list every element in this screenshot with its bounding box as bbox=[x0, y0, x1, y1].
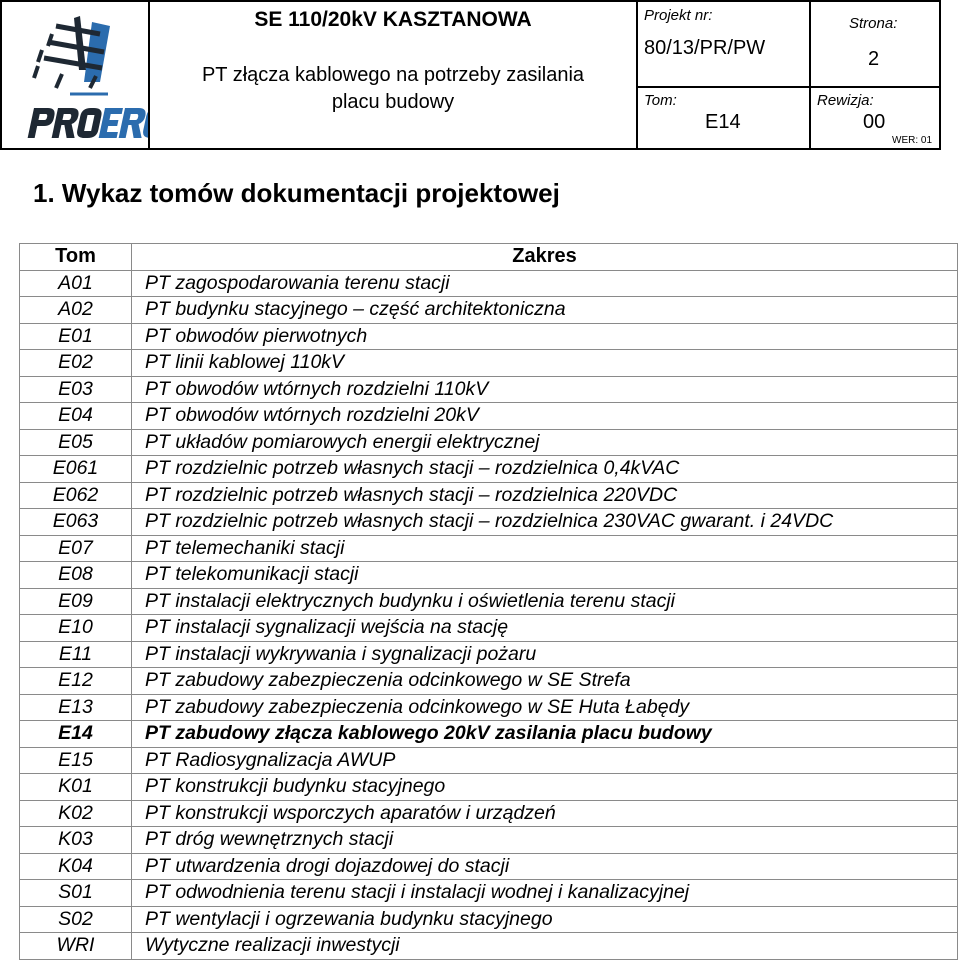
table-row bbox=[20, 403, 958, 430]
volume-scope-cell: PT instalacji sygnalizacji wejścia na stację bbox=[132, 615, 958, 642]
volume-scope-cell: PT instalacji wykrywania i sygnalizacji pożaru bbox=[132, 641, 958, 668]
document-title-line: PT złącza kablowego na potrzeby zasilania bbox=[201, 64, 585, 86]
table-row bbox=[20, 535, 958, 562]
volume-number: E14 bbox=[705, 111, 741, 133]
volume-scope-cell: PT konstrukcji wsporczych aparatów i urządzeń bbox=[132, 800, 958, 827]
volume-label: Tom: bbox=[644, 92, 677, 109]
page-label: Strona: bbox=[849, 15, 898, 32]
volume-scope-cell: PT obwodów wtórnych rozdzielni 110kV bbox=[132, 376, 958, 403]
volume-scope-cell: PT obwodów pierwotnych bbox=[132, 323, 958, 350]
volume-scope-cell: PT wentylacji i ogrzewania budynku stacyjnego bbox=[132, 906, 958, 933]
volume-code-cell: E03 bbox=[20, 376, 132, 403]
table-row bbox=[20, 880, 958, 907]
project-number-label: Projekt nr: bbox=[644, 7, 713, 24]
page-number: 2 bbox=[868, 48, 880, 70]
document-title bbox=[152, 62, 634, 116]
table-row bbox=[20, 641, 958, 668]
object-title: SE 110/20kV KASZTANOWA bbox=[254, 8, 532, 31]
volumes-table bbox=[19, 243, 958, 960]
project-number: 80/13/PR/PW bbox=[644, 37, 766, 59]
volume-code-cell: K04 bbox=[20, 853, 132, 880]
header-divider bbox=[636, 86, 939, 88]
volume-code-cell: E063 bbox=[20, 509, 132, 536]
table-row bbox=[20, 827, 958, 854]
volume-code-cell: E04 bbox=[20, 403, 132, 430]
table-row bbox=[20, 933, 958, 960]
table-row bbox=[20, 297, 958, 324]
volume-scope-cell: PT instalacji elektrycznych budynku i oświetlenia terenu stacji bbox=[132, 588, 958, 615]
volume-code-cell: S02 bbox=[20, 906, 132, 933]
volume-scope-cell: PT obwodów wtórnych rozdzielni 20kV bbox=[132, 403, 958, 430]
volume-code-cell: K03 bbox=[20, 827, 132, 854]
volume-code-cell: E09 bbox=[20, 588, 132, 615]
revision-label: Rewizja: bbox=[817, 92, 874, 109]
table-row bbox=[20, 376, 958, 403]
volume-code-cell: A02 bbox=[20, 297, 132, 324]
volume-code-cell: S01 bbox=[20, 880, 132, 907]
table-row bbox=[20, 615, 958, 642]
document-header bbox=[0, 0, 941, 150]
volume-scope-cell: PT Radiosygnalizacja AWUP bbox=[132, 747, 958, 774]
table-row bbox=[20, 509, 958, 536]
volume-scope-cell: PT telekomunikacji stacji bbox=[132, 562, 958, 589]
volume-code-cell: E061 bbox=[20, 456, 132, 483]
volume-scope-cell: PT linii kablowej 110kV bbox=[132, 350, 958, 377]
volume-scope-cell: PT konstrukcji budynku stacyjnego bbox=[132, 774, 958, 801]
table-row bbox=[20, 482, 958, 509]
table-row bbox=[20, 270, 958, 297]
table-row bbox=[20, 800, 958, 827]
table-row bbox=[20, 562, 958, 589]
volume-code-cell: E11 bbox=[20, 641, 132, 668]
volume-scope-cell: PT zabudowy złącza kablowego 20kV zasilania placu budowy bbox=[132, 721, 958, 748]
table-row bbox=[20, 694, 958, 721]
proerg-logo bbox=[4, 4, 148, 148]
volume-code-cell: E14 bbox=[20, 721, 132, 748]
volume-scope-cell: PT zagospodarowania terenu stacji bbox=[132, 270, 958, 297]
header-divider bbox=[636, 2, 638, 148]
table-row bbox=[20, 588, 958, 615]
volume-scope-cell: Wytyczne realizacji inwestycji bbox=[132, 933, 958, 960]
volume-code-cell: E02 bbox=[20, 350, 132, 377]
volume-scope-cell: PT rozdzielnic potrzeb własnych stacji – rozdzielnica 220VDC bbox=[132, 482, 958, 509]
revision-number: 00 bbox=[863, 111, 886, 133]
volume-code-cell: K01 bbox=[20, 774, 132, 801]
volume-code-cell: E07 bbox=[20, 535, 132, 562]
volume-code-cell: E13 bbox=[20, 694, 132, 721]
volume-code-cell: E05 bbox=[20, 429, 132, 456]
table-row bbox=[20, 668, 958, 695]
table-row bbox=[20, 350, 958, 377]
table-row bbox=[20, 429, 958, 456]
volume-scope-cell: PT budynku stacyjnego – część architektoniczna bbox=[132, 297, 958, 324]
volume-scope-cell: PT utwardzenia drogi dojazdowej do stacji bbox=[132, 853, 958, 880]
volume-scope-cell: PT układów pomiarowych energii elektrycznej bbox=[132, 429, 958, 456]
section-title: 1. Wykaz tomów dokumentacji projektowej bbox=[33, 178, 560, 208]
volume-scope-cell: PT rozdzielnic potrzeb własnych stacji – rozdzielnica 0,4kVAC bbox=[132, 456, 958, 483]
column-header-tom: Tom bbox=[20, 244, 132, 271]
header-divider bbox=[809, 2, 811, 148]
volume-scope-cell: PT rozdzielnic potrzeb własnych stacji – rozdzielnica 230VAC gwarant. i 24VDC bbox=[132, 509, 958, 536]
volume-code-cell: E01 bbox=[20, 323, 132, 350]
table-body bbox=[20, 270, 958, 959]
table-row bbox=[20, 721, 958, 748]
volume-code-cell: WRI bbox=[20, 933, 132, 960]
table-row bbox=[20, 747, 958, 774]
volume-scope-cell: PT zabudowy zabezpieczenia odcinkowego w SE Huta Łabędy bbox=[132, 694, 958, 721]
volume-code-cell: E08 bbox=[20, 562, 132, 589]
volume-code-cell: E062 bbox=[20, 482, 132, 509]
version-label: WER: 01 bbox=[892, 135, 933, 146]
table-row bbox=[20, 906, 958, 933]
volume-code-cell: E10 bbox=[20, 615, 132, 642]
volume-scope-cell: PT odwodnienia terenu stacji i instalacji wodnej i kanalizacyjnej bbox=[132, 880, 958, 907]
table-row bbox=[20, 456, 958, 483]
table-header-row bbox=[20, 244, 958, 271]
column-header-zakres: Zakres bbox=[132, 244, 958, 271]
volume-code-cell: E12 bbox=[20, 668, 132, 695]
volume-code-cell: K02 bbox=[20, 800, 132, 827]
volume-scope-cell: PT zabudowy zabezpieczenia odcinkowego w SE Strefa bbox=[132, 668, 958, 695]
table-row bbox=[20, 853, 958, 880]
volume-code-cell: A01 bbox=[20, 270, 132, 297]
document-title-line: placu budowy bbox=[331, 91, 455, 113]
volume-scope-cell: PT telemechaniki stacji bbox=[132, 535, 958, 562]
volume-scope-cell: PT dróg wewnętrznych stacji bbox=[132, 827, 958, 854]
volume-code-cell: E15 bbox=[20, 747, 132, 774]
header-divider bbox=[148, 2, 150, 148]
table-row bbox=[20, 323, 958, 350]
table-row bbox=[20, 774, 958, 801]
